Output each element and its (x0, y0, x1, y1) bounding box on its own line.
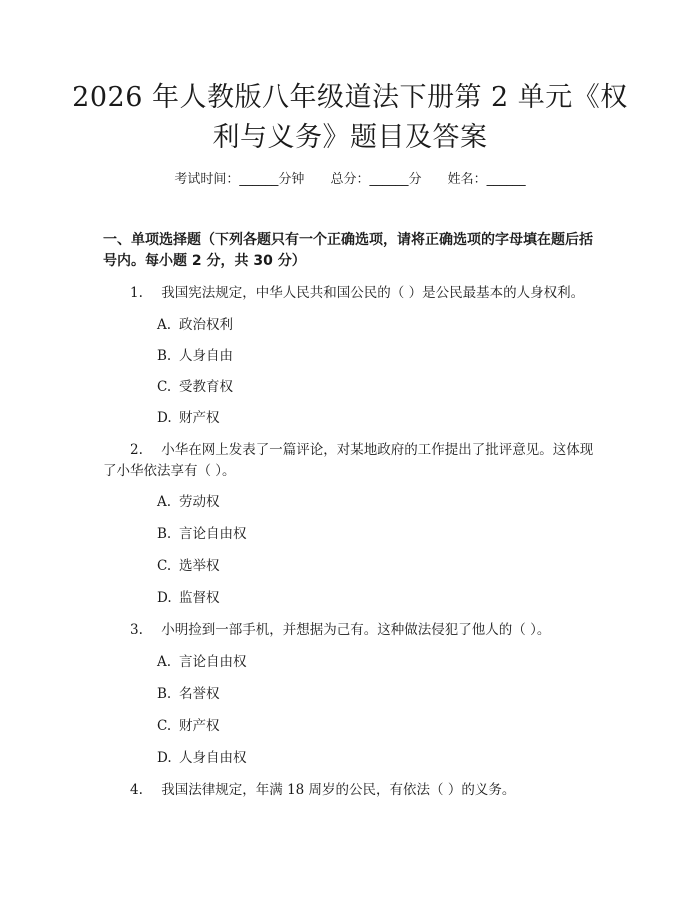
question-number: 2. (130, 442, 143, 458)
option-letter: B. (157, 348, 172, 364)
option-text: 监督权 (179, 590, 220, 606)
section-heading-line-2: 号内。每小题 2 分，共 30 分） (103, 253, 306, 269)
option-text: 言论自由权 (179, 654, 247, 670)
question-text-line-1: 小华在网上发表了一篇评论，对某地政府的工作提出了批评意见。这体现 (161, 442, 594, 458)
option-1d (157, 408, 220, 428)
option-1b (157, 346, 233, 366)
question-number: 1. (130, 285, 143, 301)
option-3b (157, 684, 220, 704)
option-text: 选举权 (179, 558, 220, 574)
question-2-continued (103, 461, 618, 482)
exam-meta (0, 168, 700, 187)
option-text: 人身自由 (179, 348, 233, 364)
option-letter: C. (157, 558, 172, 574)
option-1a (157, 315, 233, 335)
option-text: 劳动权 (179, 494, 220, 510)
exam-time-field: 考试时间：______分钟 (174, 172, 305, 187)
question-3 (103, 620, 618, 641)
option-text: 财产权 (179, 410, 220, 426)
page-title-line-1: 2026 年人教版八年级道法下册第 2 单元《权 (72, 82, 628, 113)
option-2a (157, 492, 220, 512)
option-2b (157, 524, 247, 544)
question-number: 3. (130, 622, 143, 638)
option-text: 人身自由权 (179, 750, 247, 766)
option-letter: D. (157, 410, 172, 426)
option-text: 政治权利 (179, 317, 233, 333)
option-3c (157, 716, 220, 736)
option-letter: C. (157, 379, 172, 395)
option-text: 言论自由权 (179, 526, 247, 542)
option-text: 财产权 (179, 718, 220, 734)
option-letter: C. (157, 718, 172, 734)
option-2d (157, 588, 220, 608)
option-3a (157, 652, 247, 672)
page-title-line-2: 利与义务》题目及答案 (212, 122, 488, 153)
option-2c (157, 556, 220, 576)
option-text: 名誉权 (179, 686, 220, 702)
option-letter: B. (157, 686, 172, 702)
student-name-field: 姓名：______ (447, 172, 526, 187)
option-letter: B. (157, 526, 172, 542)
option-letter: A. (157, 494, 172, 510)
option-3d (157, 748, 247, 768)
question-number: 4. (130, 782, 143, 798)
option-letter: A. (157, 654, 172, 670)
section-heading-line-1: 一、单项选择题（下列各题只有一个正确选项，请将正确选项的字母填在题后括 (103, 232, 593, 248)
question-4 (103, 780, 618, 801)
question-1 (103, 283, 618, 304)
option-letter: D. (157, 590, 172, 606)
question-text-line-2: 了小华依法享有（ ）。 (103, 463, 236, 479)
option-letter: A. (157, 317, 172, 333)
question-text: 小明捡到一部手机，并想据为己有。这种做法侵犯了他人的（ ）。 (161, 622, 551, 638)
option-text: 受教育权 (179, 379, 233, 395)
question-2 (103, 440, 618, 461)
option-1c (157, 377, 233, 397)
total-score-field: 总分：______分 (330, 172, 422, 187)
question-text: 我国宪法规定，中华人民共和国公民的（ ）是公民最基本的人身权利。 (161, 285, 585, 301)
option-letter: D. (157, 750, 172, 766)
question-text: 我国法律规定，年满 18 周岁的公民，有依法（ ）的义务。 (161, 782, 516, 798)
